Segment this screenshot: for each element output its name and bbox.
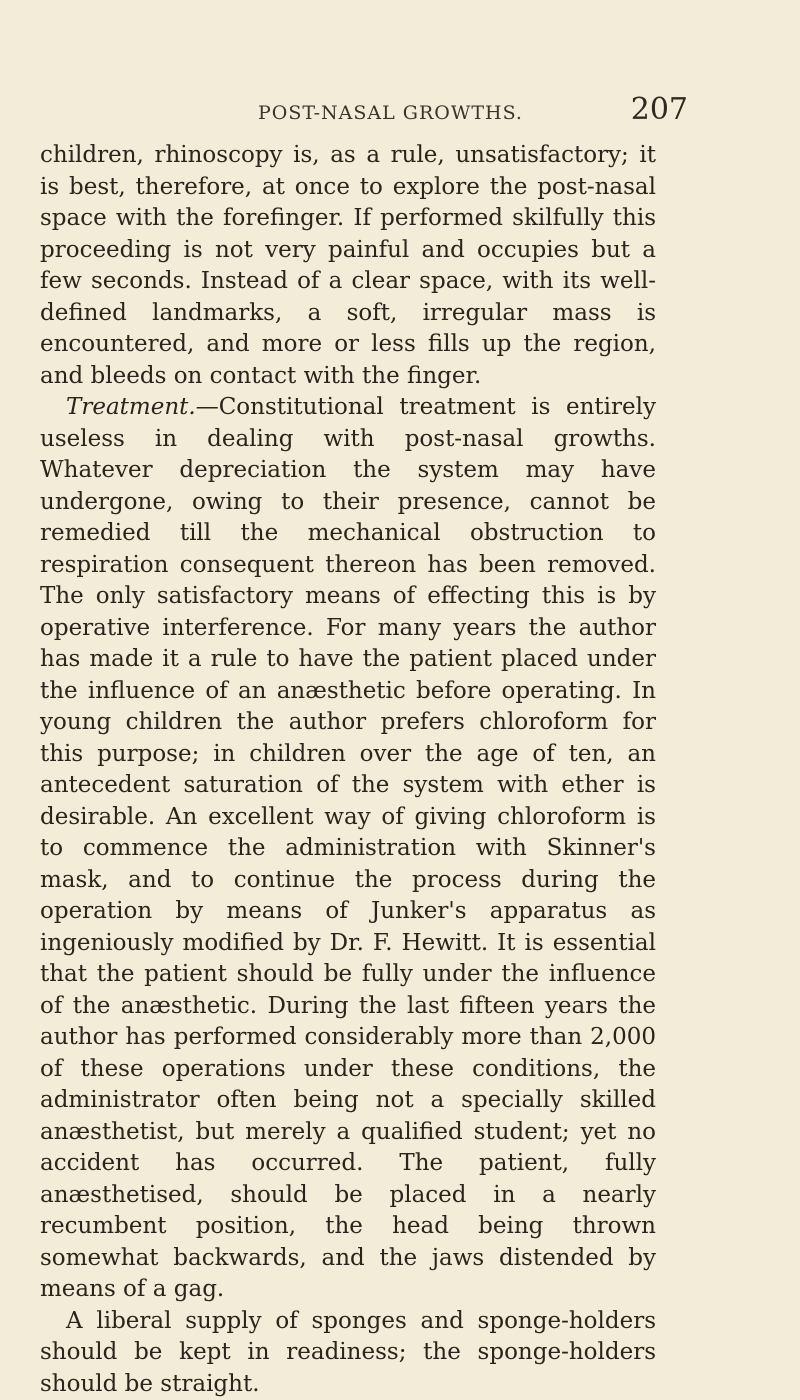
treatment-heading: Treatment.	[66, 394, 196, 420]
page-number: 207	[631, 92, 688, 127]
page-header	[40, 92, 688, 132]
paragraph-3-text: A liberal supply of sponges and sponge-holders should be kept in readiness; the sponge-holders should be straight.	[40, 1308, 656, 1397]
running-head: POST-NASAL GROWTHS.	[258, 102, 523, 124]
body-text	[40, 140, 656, 1400]
paragraph-2	[40, 392, 656, 1306]
paragraph-1-text: children, rhinoscopy is, as a rule, unsatisfactory; it is best, therefore, at once to explore the post-nasal space with the forefinger. If performed skilfully this proceeding is not very painful and occupies but a few seconds. Instead of a clear space, with its well-defined landmarks, a soft, irregular mass is encountered, and more or less fills up the region, and bleeds on contact with the finger.	[40, 142, 656, 389]
paragraph-1	[40, 140, 656, 392]
paragraph-2-text: —Constitutional treatment is entirely useless in dealing with post-nasal growths. Whatever depreciation the system may have undergone, owing to their presence, cannot be remedied till the mechanical obstruction to respiration consequent thereon has been removed. The only satisfactory means of effecting this is by operative interference. For many years the author has made it a rule to have the patient placed under the influence of an anæsthetic before operating. In young children the author prefers chloroform for this purpose; in children over the age of ten, an antecedent saturation of the system with ether is desirable. An excellent way of giving chloroform is to commence the administration with Skinner's mask, and to continue the process during the operation by means of Junker's apparatus as ingeniously modified by Dr. F. Hewitt. It is essential that the patient should be fully under the influence of the anæsthetic. During the last fifteen years the author has performed considerably more than 2,000 of these operations under these conditions, the administrator often being not a specially skilled anæsthetist, but merely a qualified student; yet no accident has occurred. The patient, fully anæsthetised, should be placed in a nearly recumbent position, the head being thrown somewhat backwards, and the jaws distended by means of a gag.	[40, 394, 656, 1302]
paragraph-3	[40, 1306, 656, 1400]
